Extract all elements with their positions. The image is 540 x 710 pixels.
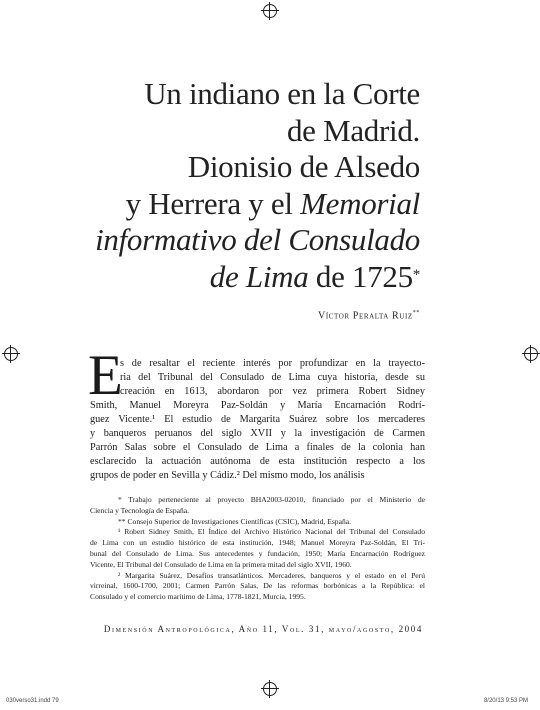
footnote-line: ² Margarita Suárez, Desafíos transatlánticos. Mercaderes, banqueros y el estado en el Perú [118,570,425,580]
footnote-line: virreinal, 1600-1700, 2001; Carmen Parrón Salas, De las reformas borbónicas a la República: el [90,581,425,591]
author-footnote-mark: ** [412,310,420,316]
title-line-4 [95,186,420,223]
title-line-5-italic: informativo del Consulado [95,222,420,257]
title-line-6 [95,259,420,296]
title-line-4-plain: y Herrera y el [125,185,301,221]
footnote-line: Ciencia y Tecnología de España. [90,505,190,515]
body-line: grupos de poder en Sevilla y Cádiz.² Del mismo modo, los análisis [90,470,365,481]
footnote-line: * Trabajo perteneciente al proyecto BHA2003-02010, financiado por el Ministerio de [118,495,425,504]
body-paragraph [90,357,425,483]
footnote-line: ¹ Robert Sidney Smith, El Índice del Archivo Histórico Nacional del Tribunal del Consulado [118,527,425,537]
title-line-6-italic: de Lima [209,258,309,294]
registration-mark-bottom [263,682,277,696]
footnote-line: ** Consejo Superior de Investigaciones Científicas (CSIC), Madrid, España. [118,516,352,526]
author-byline [318,310,420,321]
print-slug-file: 030verso31.indd 79 [6,698,59,704]
title-line-3: Dionisio de Alsedo [187,149,420,184]
title-line-2: de Madrid. [286,112,420,148]
title-line-5 [95,222,420,259]
title-footnote-mark: * [412,266,420,283]
body-line: ria del Tribunal del Consulado de Lima cuya historia, desde su [120,372,425,383]
body-line: y banqueros peruanos del siglo XVII y la investigación de Carmen [90,428,425,439]
body-line: guez Vicente.¹ El estudio de Margarita Suárez sobre los mercaderes [90,414,425,425]
footnote-line: Vicente, El Tribunal del Consulado de Lima en la primera mitad del siglo XVII, 1960. [90,559,352,569]
body-line: Parrón Salas sobre el Consulado de Lima a finales de la colonia han [90,442,425,453]
footnote-line: Consulado y el comercio marítimo de Lima, 1778-1821, Murcia, 1995. [90,592,306,602]
title-line-4-italic: Memorial [300,185,420,221]
print-slug-date: 8/20/13 9:53 PM [483,698,528,704]
body-line: esclarecido la actuación autónoma de esta institución respecto a los [90,456,425,467]
registration-mark-right [524,347,538,361]
body-line: Smith, Manuel Moreyra Paz-Soldán y María Encarnación Rodrí- [90,400,425,411]
body-line: creación en 1613, abordaron por vez primera Robert Sidney [120,386,425,397]
journal-footer: Dimensión Antropológica, Año 11, Vol. 31, mayo/agosto, 2004 [103,624,423,634]
footnote-line: bunal del Consulado de Lima. Sus antecedentes y fundación, 1950; María Encarnación Rodríguez [90,548,425,558]
footnotes [90,495,425,603]
article-title [95,76,420,295]
title-line-1: Un indiano en la Corte [144,76,420,111]
drop-cap: E [88,344,123,407]
registration-mark-top [263,4,277,18]
footnote-line: de Lima con un estudio histórico de esta institución, 1948; Manuel Moreyra Paz-Soldán, El Tri- [90,538,425,548]
registration-mark-left [4,347,18,361]
author-name: Víctor Peralta Ruiz [318,310,413,322]
body-line: s de resaltar el reciente interés por profundizar en la trayecto- [120,358,425,369]
title-line-6-plain: de 1725 [308,258,413,294]
